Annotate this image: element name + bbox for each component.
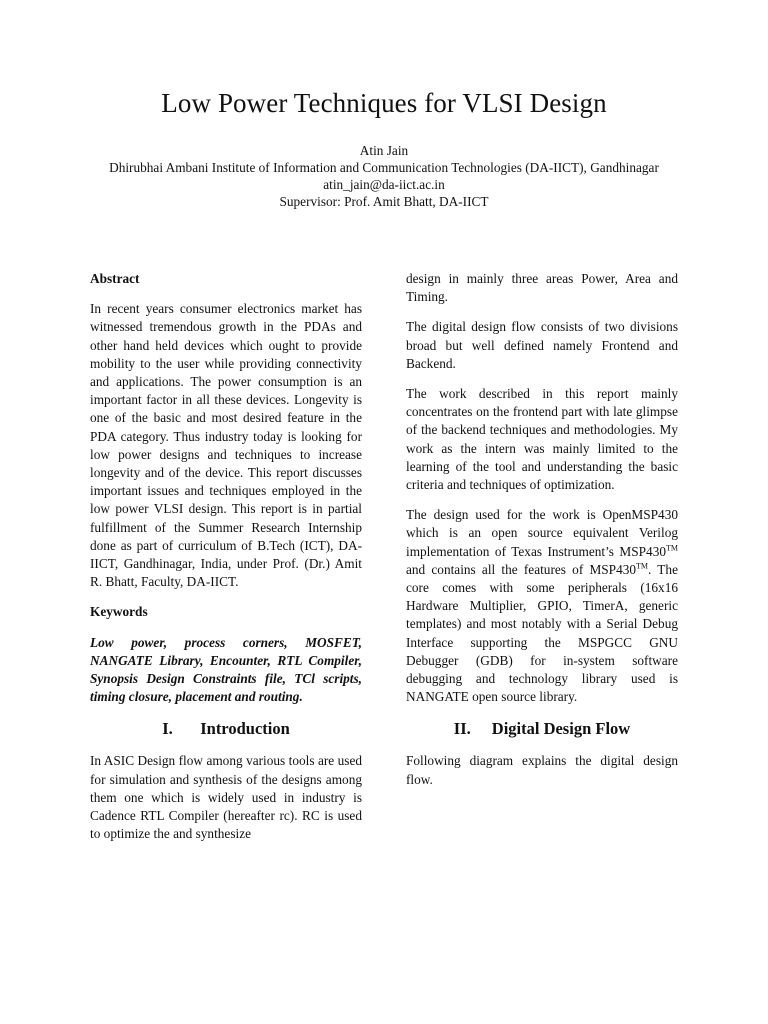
right-paragraph-4-c: . The core comes with some peripherals (16x16 Hardware Multiplier, GPIO, TimerA, generic templates) and most notably with a Serial Debug Interface supporting the MSPGCC GNU Debugger (GDB) for in-system software debugging and technology library used is NANGATE open source library. xyxy=(406,561,678,705)
right-paragraph-3: The work described in this report mainly concentrates on the frontend part with late glimpse of the backend techniques and methodologies. My work as the intern was mainly limited to the learning of the tool and understanding the basic criteria and techniques of optimization. xyxy=(406,386,678,493)
keywords-label: Keywords xyxy=(90,604,148,620)
author-email: atin_jain@da-iict.ac.in xyxy=(323,177,445,192)
author-affiliation: Dhirubhai Ambani Institute of Information and Communication Technologies (DA-IICT), Gandhinagar xyxy=(109,160,659,175)
section-1-title: Introduction xyxy=(200,719,290,739)
trademark-1: TM xyxy=(666,543,678,553)
right-paragraph-4 xyxy=(406,506,678,706)
trademark-2: TM xyxy=(636,561,649,571)
paper-title: Low Power Techniques for VLSI Design xyxy=(161,88,607,118)
section-1-paragraph: In ASIC Design flow among various tools are used for simulation and synthesis of the designs among them one which is widely used in industry is Cadence RTL Compiler (hereafter rc). RC is used to optimize the and synthesize xyxy=(90,753,362,842)
abstract-label: Abstract xyxy=(90,271,140,286)
author-block xyxy=(0,142,768,210)
section-2-title: Digital Design Flow xyxy=(491,719,631,739)
left-column xyxy=(90,270,362,855)
section-1-heading xyxy=(90,718,362,740)
right-paragraph-1: design in mainly three areas Power, Area and Timing. xyxy=(406,271,678,305)
right-column xyxy=(406,270,678,801)
abstract-text: In recent years consumer electronics market has witnessed tremendous growth in the PDAs and other hand held devices which ought to provide mobility to the user while providing connectivity and applications. The power consumption is an important factor in all these devices. Longevity is one of the basic and most desired feature in the PDA category. Thus industry today is looking for low power designs and techniques to increase longevity and of the device. This report discusses important issues and techniques employed in the low power VLSI design. This report is in partial fulfillment of the Summer Research Internship done as part of curriculum of B.Tech (ICT), DA-IICT, Gandhinagar, India, under Prof. (Dr.) Amit R. Bhatt, Faculty, DA-IICT. xyxy=(90,301,362,590)
author-supervisor: Supervisor: Prof. Amit Bhatt, DA-IICT xyxy=(279,194,489,209)
section-1-number: I. xyxy=(162,719,173,739)
right-paragraph-4-a: The design used for the work is OpenMSP430 which is an open source equivalent Verilog implementation of Texas Instrument’s MSP430 xyxy=(406,507,678,559)
section-2-number: II. xyxy=(453,719,471,739)
section-2-heading xyxy=(406,718,678,740)
section-2-paragraph: Following diagram explains the digital design flow. xyxy=(406,753,678,787)
author-name: Atin Jain xyxy=(359,143,409,158)
right-paragraph-4-b: and contains all the features of MSP430 xyxy=(406,561,637,577)
right-paragraph-2: The digital design flow consists of two divisions broad but well defined namely Frontend and Backend. xyxy=(406,319,678,371)
keywords-text: Low power, process corners, MOSFET, NANGATE Library, Encounter, RTL Compiler, Synopsis Design Constraints file, TCl scripts, timing closure, placement and routing. xyxy=(90,634,362,705)
